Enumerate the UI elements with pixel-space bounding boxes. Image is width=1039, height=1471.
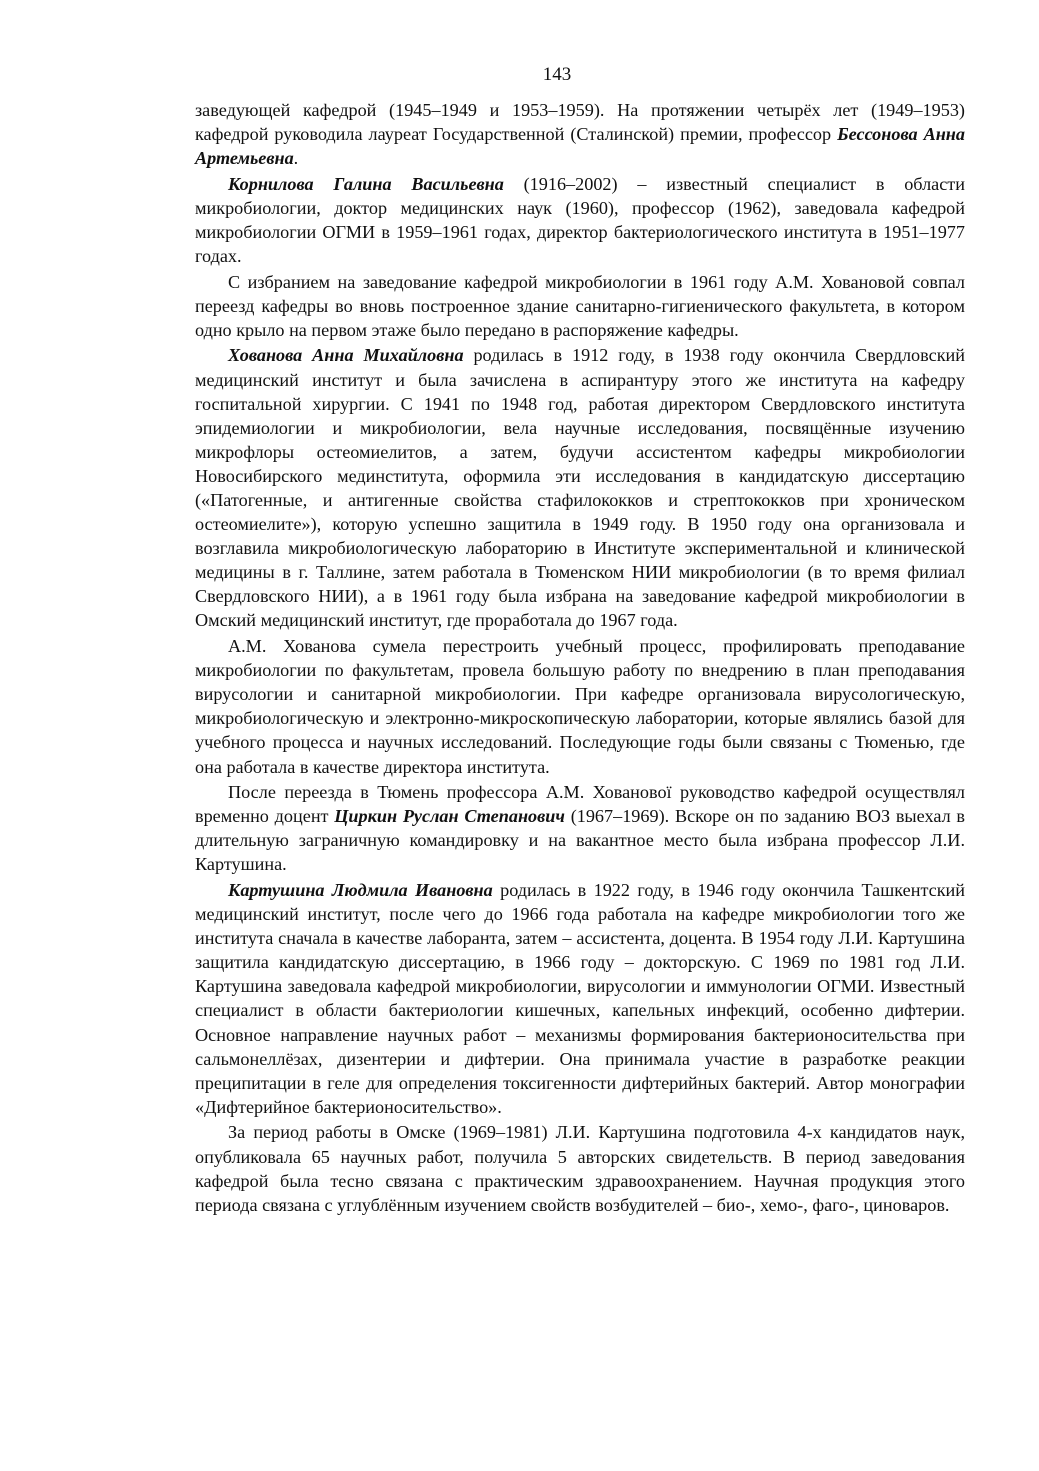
paragraph-3	[195, 270, 965, 342]
paragraph-text: заведующей кафедрой (1945–1949 и 1953–1959). На протяжении четырёх лет (1949–1953) кафедрой руководила лауреат Государственной (Сталинской) премии, профессор	[195, 100, 965, 145]
paragraph-5	[195, 634, 965, 779]
paragraph-text: С избранием на заведование кафедрой микробиологии в 1961 году А.М. Ховановой совпал переезд кафедры во вновь построенное здание санитарно-гигиенического факультета, в котором одно крыло на первом этаже было передано в распоряжение кафедры.	[195, 271, 965, 340]
person-name-tsirkin: Циркин Руслан Степанович	[334, 806, 565, 827]
body-text	[195, 98, 965, 1218]
person-name-kornilova: Корнилова Галина Васильевна	[228, 173, 504, 194]
person-name-khovanova: Хованова Анна Михайловна	[228, 345, 464, 366]
paragraph-text: После переезда в Тюмень профессора А.М. Хованової руководство кафедрой осуществлял временно доцент	[195, 782, 965, 827]
paragraph-2	[195, 172, 965, 268]
paragraph-text: А.М. Хованова сумела перестроить учебный процесс, профилировать преподавание микробиологии по факультетам, провела большую работу по внедрению в план преподавания вирусологии и санитарной микробиологии. При кафедре организовала вирусологическую, микробиологическую и электронно-микроскопическую лаборатории, которые являлись базой для учебного процесса и научных исследований. Последующие годы были связаны с Тюменью, где она работала в качестве директора института.	[195, 636, 965, 777]
paragraph-text: родилась в 1912 году, в 1938 году окончила Свердловский медицинский институт и была зачислена в аспирантуру этого же института на кафедру госпитальной хирургии. С 1941 по 1948 год, работая директором Свердловского института эпидемиологии и микробиологии, вела научные исследования, посвящённые изучению микрофлоры остеомиелитов, а затем, будучи ассистентом кафедры микробиологии Новосибирского мединститута, оформила эти исследования в кандидатскую диссертацию («Патогенные, и антигенные свойства стафилококков и стрептококков при хроническом остеомиелите»), которую успешно защитила в 1949 году. В 1950 году она организовала и возглавила микробиологическую лабораторию в Институте экспериментальной и клинической медицины в г. Таллине, затем работала в Тюменском НИИ микробиологии (в то время филиал Свердловского НИИ), а в 1961 году была избрана на заведование кафедрой микробиологии в Омский медицинский институт, где проработала до 1967 года.	[195, 345, 965, 631]
paragraph-8	[195, 1120, 965, 1216]
paragraph-7	[195, 878, 965, 1119]
paragraph-text: (1916–2002) – известный специалист в области микробиологии, доктор медицинских наук (1960), профессор (1962), заведовала кафедрой микробиологии ОГМИ в 1959–1961 годах, директор бактериологического института в 1951–1977 годах.	[195, 173, 965, 267]
person-name-kartushina: Картушина Людмила Ивановна	[228, 880, 493, 900]
paragraph-text: За период работы в Омске (1969–1981) Л.И. Картушина подготовила 4-х кандидатов наук, опубликовала 65 научных работ, получила 5 авторских свидетельств. В период заведования кафедрой была тесно связана с практическим здравоохранением. Научная продукция этого периода связана с углублённым изучением свойств возбудителей – био-, хемо-, фаго-, циноваров.	[195, 1122, 965, 1215]
paragraph-6	[195, 780, 965, 876]
page-number: 143	[542, 64, 572, 85]
paragraph-text: родилась в 1922 году, в 1946 году окончила Ташкентский медицинский институт, после чего до 1966 года работала на кафедре микробиологии того же института сначала в качестве лаборанта, затем – ассистента, доцента. В 1954 году Л.И. Картушина защитила кандидатскую диссертацию, в 1966 году – докторскую. С 1969 по 1981 год Л.И. Картушина заведовала кафедрой микробиологии, вирусологии и иммунологии ОГМИ. Известный специалист в области бактериологии кишечных, капельных инфекций, особенно дифтерии. Основное направление научных работ – механизмы формирования бактерионосительства при сальмонеллёзах, дизентерии и дифтерии. Она принимала участие в разработке реакции преципитации в геле для определения токсигенности дифтерийных бактерий. Автор монографии «Дифтерийное бактерионосительство».	[195, 880, 965, 1117]
paragraph-text: (1967–1969). Вскоре он по заданию ВОЗ выехал в длительную заграничную командировку и на вакантное место была избрана профессор Л.И. Картушина.	[195, 806, 965, 875]
paragraph-text: .	[293, 148, 299, 169]
paragraph-1	[195, 98, 965, 170]
paragraph-4	[195, 343, 965, 632]
person-name-bessonova: Бессонова Анна Артемьевна	[195, 124, 965, 169]
